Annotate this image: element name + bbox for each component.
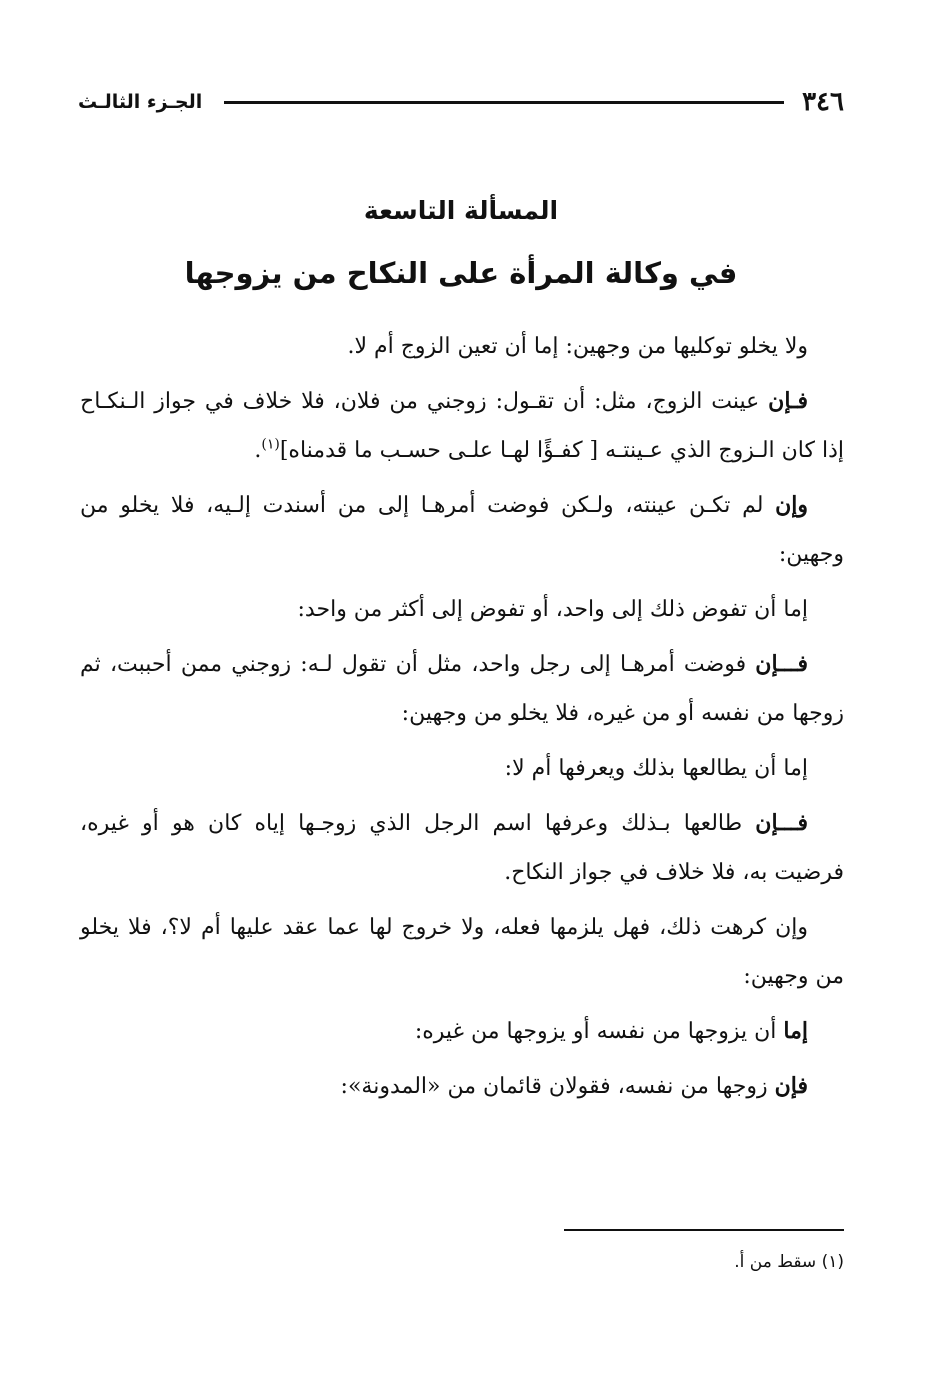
paragraph-lead: فـــإن: [755, 810, 808, 836]
paragraph-3: [80, 481, 844, 579]
paragraph-lead: فإن: [774, 1073, 808, 1099]
paragraph-4: [80, 585, 844, 634]
paragraph-tail: .: [254, 438, 262, 463]
paragraph-lead: فـــإن: [755, 651, 808, 677]
section-title: المسألة التاسعة: [363, 196, 559, 225]
paragraph-5: [80, 640, 844, 738]
paragraph-10: [80, 1062, 844, 1111]
paragraph-text: وإن كرهت ذلك، فهل يلزمها فعله، ولا خروج لها عما عقد عليها أم لا؟، فلا يخلو من وجهين:: [80, 915, 844, 989]
paragraph-7: [80, 799, 844, 897]
paragraph-text: زوجها من نفسه، فقولان قائمان من «المدونة»:: [340, 1074, 775, 1099]
paragraph-1: [80, 322, 844, 371]
paragraph-text: إما أن يطالعها بذلك ويعرفها أم لا:: [504, 756, 808, 781]
paragraph-8: [80, 903, 844, 1001]
running-header: [78, 84, 844, 120]
paragraph-text: لم تكـن عينته، ولـكن فوضت أمرهـا إلى من أسندت إلـيه، فلا يخلو من وجهين:: [80, 493, 844, 567]
paragraph-text: طالعها بـذلك وعرفها اسم الرجل الذي زوجـها إياه كان هو أو غيره، فرضيت به، فلا خلاف في جواز النكاح.: [80, 811, 844, 885]
body-text: [80, 322, 844, 1117]
paragraph-text: فوضت أمرهـا إلى رجل واحد، مثل أن تقول لـه: زوجني ممن أحببت، ثم زوجها من نفسه أو من غيره، فلا يخلو من وجهين:: [80, 652, 844, 726]
footnote-rule: [564, 1229, 844, 1231]
paragraph-lead: إما: [783, 1018, 808, 1044]
paragraph-lead: وإن: [775, 492, 808, 518]
paragraph-2: [80, 377, 844, 475]
paragraph-lead: فـإن: [768, 388, 808, 414]
paragraph-text: عينت الزوج، مثل: أن تقـول: زوجني من فلان، فلا خلاف في جواز الـنكـاح إذا كان الـزوج الذي عـينتـه [ كفـؤًا لهـا علـى حسـب ما قدمناه]: [80, 389, 844, 463]
running-title: الجـزء الثالـث: [78, 91, 203, 113]
section-subtitle: في وكالة المرأة على النكاح من يزوجها: [184, 256, 738, 290]
header-rule: [224, 101, 784, 104]
paragraph-9: [80, 1007, 844, 1056]
paragraph-text: أن يزوجها من نفسه أو يزوجها من غيره:: [414, 1019, 784, 1044]
paragraph-text: ولا يخلو توكليها من وجهين: إما أن تعين الزوج أم لا.: [347, 334, 808, 359]
page-number: ٣٤٦: [802, 87, 844, 117]
paragraph-text: إما أن تفوض ذلك إلى واحد، أو تفوض إلى أكثر من واحد:: [297, 597, 808, 622]
paragraph-6: [80, 744, 844, 793]
footnote-reference[interactable]: (١): [261, 436, 280, 453]
footnote: (١) سقط من أ.: [734, 1252, 844, 1272]
